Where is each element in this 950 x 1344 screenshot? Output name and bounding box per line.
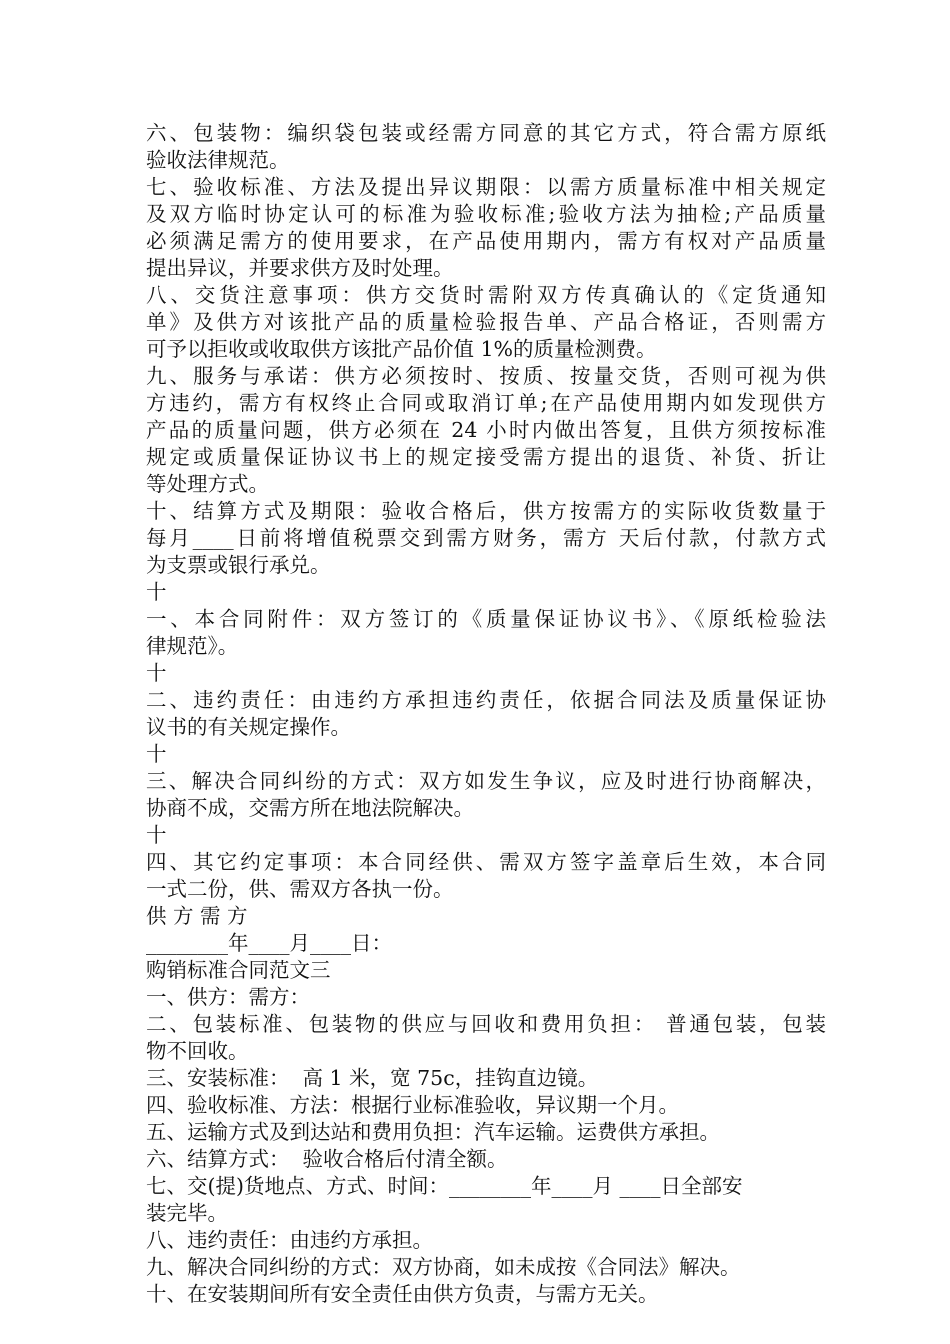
text-line: 议书的有关规定操作。 (146, 715, 351, 739)
text-line: 产品的质量问题，供方必须在 24 小时内做出答复，且供方须按标准 (146, 418, 826, 442)
text-line: 十、结算方式及期限：验收合格后，供方按需方的实际收货数量于 (146, 499, 826, 523)
text-line: 购销标准合同范文三 (146, 958, 331, 982)
text-line: 可予以拒收或收取供方该批产品价值 1%的质量检测费。 (146, 337, 657, 361)
text-line: 单》及供方对该批产品的质量检验报告单、产品合格证，否则需方 (146, 310, 826, 334)
text-line: 一、本合同附件：双方签订的《质量保证协议书》、《原纸检验法 (146, 607, 826, 631)
text-line: 十 (146, 742, 167, 766)
text-line: 及双方临时协定认可的标准为验收标准;验收方法为抽检;产品质量 (146, 202, 826, 226)
text-line: 六、包装物：编织袋包装或经需方同意的其它方式，符合需方原纸 (146, 121, 826, 145)
text-line: 验收法律规范。 (146, 148, 290, 172)
text-line: 四、其它约定事项：本合同经供、需双方签字盖章后生效，本合同 (146, 850, 826, 874)
text-line: 八、违约责任：由违约方承担。 (146, 1228, 433, 1252)
text-line: 律规范》。 (146, 634, 239, 658)
text-line: 五、运输方式及到达站和费用负担：汽车运输。运费供方承担。 (146, 1120, 720, 1144)
text-line: 三、安装标准： 高 1 米，宽 75c，挂钩直边镜。 (146, 1066, 599, 1090)
text-line: 十 (146, 823, 167, 847)
text-line: 十、在安装期间所有安全责任由供方负责，与需方无关。 (146, 1282, 659, 1306)
text-line: ________年____月____日： (146, 931, 392, 955)
text-line: 为支票或银行承兑。 (146, 553, 331, 577)
document-body (146, 120, 826, 1308)
text-line: 规定或质量保证协议书上的规定接受需方提出的退货、补货、折让 (146, 445, 826, 469)
text-line: 一式二份，供、需双方各执一份。 (146, 877, 454, 901)
text-line: 等处理方式。 (146, 472, 269, 496)
text-line: 装完毕。 (146, 1201, 228, 1225)
text-line: 方违约，需方有权终止合同或取消订单;在产品使用期内如发现供方 (146, 391, 826, 415)
text-line: 二、包装标准、包装物的供应与回收和费用负担： 普通包装，包装 (146, 1012, 826, 1036)
text-line: 四、验收标准、方法：根据行业标准验收，异议期一个月。 (146, 1093, 679, 1117)
text-line: 八、交货注意事项：供方交货时需附双方传真确认的《定货通知 (146, 283, 826, 307)
text-line: 协商不成，交需方所在地法院解决。 (146, 796, 474, 820)
text-line: 必须满足需方的使用要求，在产品使用期内，需方有权对产品质量 (146, 229, 826, 253)
text-line: 每月____日前将增值税票交到需方财务，需方 天后付款，付款方式 (146, 526, 826, 550)
text-line: 一、供方：需方： (146, 985, 310, 1009)
text-line: 六、结算方式： 验收合格后付清全额。 (146, 1147, 508, 1171)
text-line: 九、解决合同纠纷的方式：双方协商，如未成按《合同法》解决。 (146, 1255, 741, 1279)
text-line: 七、交(提)货地点、方式、时间：________年____月 ____日全部安 (146, 1174, 743, 1198)
text-line: 物不回收。 (146, 1039, 249, 1063)
text-line: 二、违约责任：由违约方承担违约责任，依据合同法及质量保证协 (146, 688, 826, 712)
text-line: 三、解决合同纠纷的方式：双方如发生争议，应及时进行协商解决， (146, 769, 826, 793)
text-line: 提出异议，并要求供方及时处理。 (146, 256, 454, 280)
text-line: 十 (146, 580, 167, 604)
text-line: 供 方 需 方 (146, 904, 248, 928)
text-line: 十 (146, 661, 167, 685)
text-line: 七、验收标准、方法及提出异议期限：以需方质量标准中相关规定 (146, 175, 826, 199)
text-line: 九、服务与承诺：供方必须按时、按质、按量交货，否则可视为供 (146, 364, 826, 388)
